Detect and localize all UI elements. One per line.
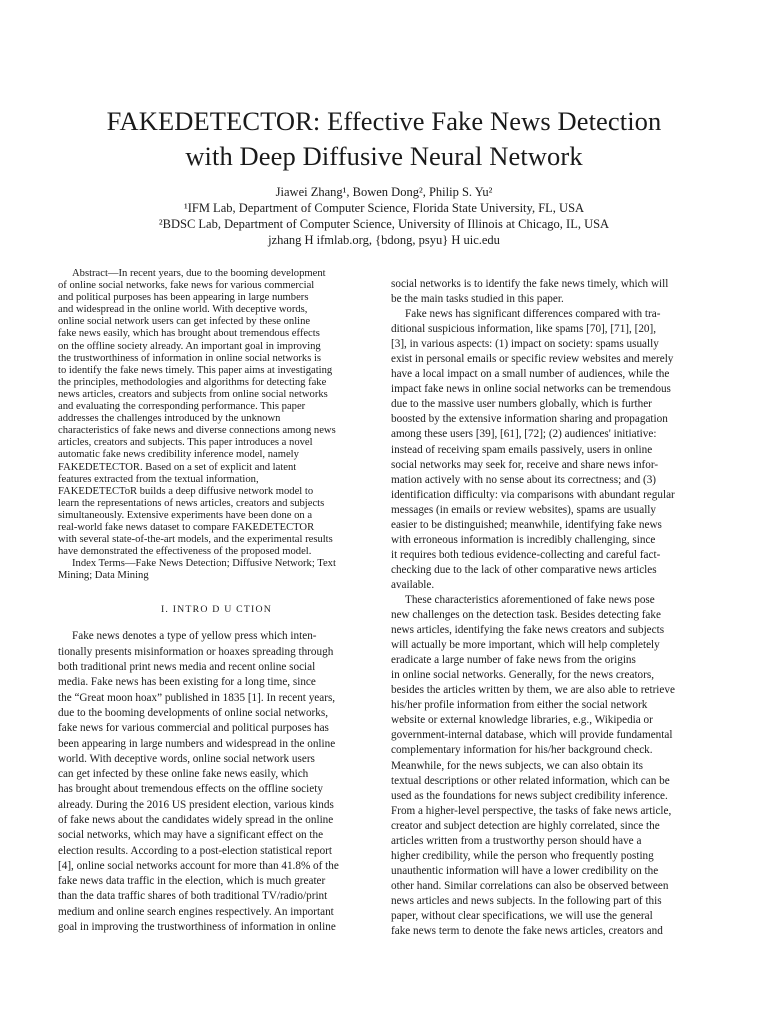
body-text-line: the “Great moon hoax” published in 1835 [1]. In recent years,	[58, 691, 336, 704]
body-text-line: available.	[391, 578, 435, 591]
left-column	[58, 268, 375, 935]
body-text-line: medium and online search engines respectively. An important	[58, 905, 334, 918]
body-text-line: than the data traffic shares of both traditional TV/radio/print	[58, 890, 328, 903]
abstract-line: articles, creators and subjects. This paper introduces a novel	[58, 437, 313, 449]
body-text-line: due to the booming developments of online social networks,	[58, 706, 329, 719]
author-block	[40, 184, 728, 248]
body-text-line: it requires both tedious evidence-collecting and careful fact-	[391, 548, 661, 561]
body-text-line: new challenges on the detection task. Besides detecting fake	[391, 609, 661, 622]
introduction-right-text	[391, 277, 709, 939]
body-text-line: news articles and news subjects. In the following part of this	[391, 894, 662, 907]
body-text-line: tionally presents misinformation or hoaxes spreading through	[58, 645, 334, 658]
body-text-line: [4], online social networks account for more than 41.8% of the	[58, 859, 339, 872]
abstract-line: the trustworthiness of information in online social networks is	[58, 352, 322, 364]
abstract-line: addresses the challenges introduced by the unknown	[58, 413, 281, 425]
body-text-line: goal in improving the trustworthiness of information in online	[58, 921, 336, 934]
body-text-line: higher credibility, while the person who frequently posting	[391, 849, 654, 862]
body-text-line: besides the articles written by them, we are also able to retrieve	[391, 684, 675, 697]
abstract-line: FAKEDETECTOR. Based on a set of explicit and latent	[58, 461, 297, 473]
introduction-left-text	[58, 629, 375, 935]
abstract-line: automatic fake news credibility inference model, namely	[58, 449, 299, 461]
title-line: FAKEDETECTOR: Effective Fake News Detection	[106, 106, 662, 136]
body-text-line: his/her profile information from either the social network	[391, 699, 648, 712]
body-text-line: fake news for various commercial and political purposes has	[58, 722, 329, 735]
abstract-line: and political purposes has been appearing in large numbers	[58, 292, 309, 304]
paper-title	[40, 104, 728, 174]
body-text-line: been appearing in large numbers and widespread in the online	[58, 737, 336, 750]
body-text-line: other hand. Similar correlations can also be observed between	[391, 879, 669, 892]
right-column	[391, 277, 709, 939]
body-text-line: can get infected by these online fake news easily, which	[58, 768, 309, 781]
body-text-line: [3], in various aspects: (1) impact on society: spams usually	[391, 338, 659, 351]
abstract-line: FAKEDETECToR builds a deep diffusive network model to	[58, 485, 314, 497]
body-text-line: eradicate a large number of fake news from the origins	[391, 654, 636, 667]
body-text-line: checking due to the lack of other comparative news articles	[391, 563, 657, 576]
body-text-line: ditional suspicious information, like spams [70], [71], [20],	[391, 323, 657, 336]
body-text-line: From a higher-level perspective, the tasks of fake news article,	[391, 804, 672, 817]
title-line: with Deep Diffusive Neural Network	[185, 141, 583, 171]
body-text-line: already. During the 2016 US president election, various kinds	[58, 798, 334, 811]
body-text-line: media. Fake news has been existing for a long time, since	[58, 676, 316, 689]
body-text-line: textual descriptions or other related information, which can be	[391, 774, 670, 787]
body-text-line: of fake news about the candidates widely spread in the online	[58, 814, 334, 826]
abstract-line: Mining; Data Mining	[58, 570, 149, 582]
abstract-line: with several state-of-the-art models, and the experimental results	[58, 534, 333, 546]
body-text-line: be the main tasks studied in this paper.	[391, 293, 564, 306]
abstract-line: on the offline society already. An important goal in improving	[58, 340, 321, 352]
section-heading-introduction: I. INTRO D U CTION	[160, 604, 273, 616]
body-text-line: Meanwhile, for the news subjects, we can also obtain its	[391, 759, 643, 772]
author-names: Jiawei Zhang¹, Bowen Dong², Philip S. Yu²	[275, 185, 493, 199]
body-text-line: easier to be distinguished; meanwhile, identifying fake news	[391, 518, 662, 531]
body-text-line: paper, without clear specifications, we will use the general	[391, 909, 653, 922]
body-text-line: identification difficulty: via comparisons with abundant regular	[391, 488, 675, 501]
author-emails: jzhang H ifmlab.org, {bdong, psyu} H uic.edu	[268, 233, 500, 247]
affiliation-1: ¹IFM Lab, Department of Computer Science, Florida State University, FL, USA	[183, 201, 585, 215]
body-text-line: articles written from a trustworthy person should have a	[391, 834, 642, 847]
abstract-line: features extracted from the textual information,	[58, 473, 259, 485]
body-text-line: instead of receiving spam emails passively, users in online	[391, 443, 653, 456]
abstract-line: have demonstrated the effectiveness of the proposed model.	[58, 546, 312, 558]
body-text-line: world. With deceptive words, online social network users	[58, 752, 315, 765]
abstract-line: Index Terms—Fake News Detection; Diffusive Network; Text	[72, 558, 336, 570]
body-text-line: with erroneous information is incredibly challenging, since	[391, 533, 656, 546]
abstract-line: and evaluating the corresponding performance. This paper	[58, 401, 306, 413]
body-text-line: exist in personal emails or specific review websites and merely	[391, 353, 674, 366]
body-text-line: in online social networks. Generally, for the news creators,	[391, 669, 655, 682]
body-text-line: government-internal database, which will provide fundamental	[391, 729, 673, 742]
body-text-line: has brought about tremendous effects on the offline society	[58, 783, 323, 796]
body-text-line: social networks is to identify the fake news timely, which will	[391, 278, 669, 290]
body-text-line: boosted by the extensive information sharing and propagation	[391, 413, 668, 426]
body-text-line: These characteristics aforementioned of fake news pose	[405, 593, 655, 606]
body-text-line: social networks may seek for, receive and share news infor-	[391, 458, 659, 471]
body-text-line: Fake news has significant differences compared with tra-	[405, 308, 661, 321]
abstract-line: learn the representations of news articles, creators and subjects	[58, 497, 325, 509]
abstract-line: the principles, methodologies and algorithms for detecting fake	[58, 376, 327, 388]
abstract-line: online social network users can get infected by these online	[58, 316, 311, 328]
body-text-line: fake news data traffic in the election, which is much greater	[58, 875, 326, 888]
body-text-line: Fake news denotes a type of yellow press which inten-	[72, 630, 317, 643]
abstract	[58, 268, 375, 582]
abstract-line: news articles, creators and subjects from online social networks	[58, 388, 328, 400]
body-text-line: fake news term to denote the fake news articles, creators and	[391, 925, 663, 938]
body-text-line: among these users [39], [61], [72]; (2) audiences' initiative:	[391, 428, 657, 441]
body-text-line: website or external knowledge libraries, e.g., Wikipedia or	[391, 714, 653, 727]
abstract-line: and widespread in the online world. With deceptive words,	[58, 304, 308, 316]
body-text-line: used as the foundations for news subject credibility inference.	[391, 789, 668, 802]
abstract-line: characteristics of fake news and diverse connections among news	[58, 425, 336, 437]
body-text-line: due to the massive user numbers globally, which is further	[391, 398, 652, 411]
body-text-line: news articles, identifying the fake news creators and subjects	[391, 624, 665, 637]
body-text-line: messages (in emails or review websites), spams are usually	[391, 503, 657, 516]
body-text-line: creator and subject detection are highly correlated, since the	[391, 819, 660, 832]
body-text-line: impact fake news in online social networks can be tremendous	[391, 383, 671, 396]
body-text-line: complementary information for his/her background check.	[391, 744, 653, 757]
body-text-line: social networks, which may have a significant effect on the	[58, 829, 324, 842]
body-text-line: unauthentic information will have a lower credibility on the	[391, 864, 659, 877]
body-text-line: election results. According to a post-election statistical report	[58, 844, 333, 857]
body-text-line: both traditional print news media and recent online social	[58, 661, 316, 674]
abstract-line: Abstract—In recent years, due to the booming development	[72, 268, 326, 279]
body-text-line: have a local impact on a small number of audiences, while the	[391, 368, 670, 381]
abstract-line: simultaneously. Extensive experiments have been done on a	[58, 509, 313, 521]
affiliation-2: ²BDSC Lab, Department of Computer Science, University of Illinois at Chicago, IL, USA	[158, 217, 610, 231]
body-text-line: will actually be more important, which will help completely	[391, 639, 660, 652]
abstract-line: fake news easily, which has brought about tremendous effects	[58, 328, 320, 340]
body-text-line: mation actively with no sense about its correctness; and (3)	[391, 473, 657, 486]
abstract-line: to identify the fake news timely. This paper aims at investigating	[58, 364, 333, 376]
abstract-line: of online social networks, fake news for various commercial	[58, 280, 315, 292]
abstract-line: real-world fake news dataset to compare FAKEDETECTOR	[58, 521, 315, 533]
